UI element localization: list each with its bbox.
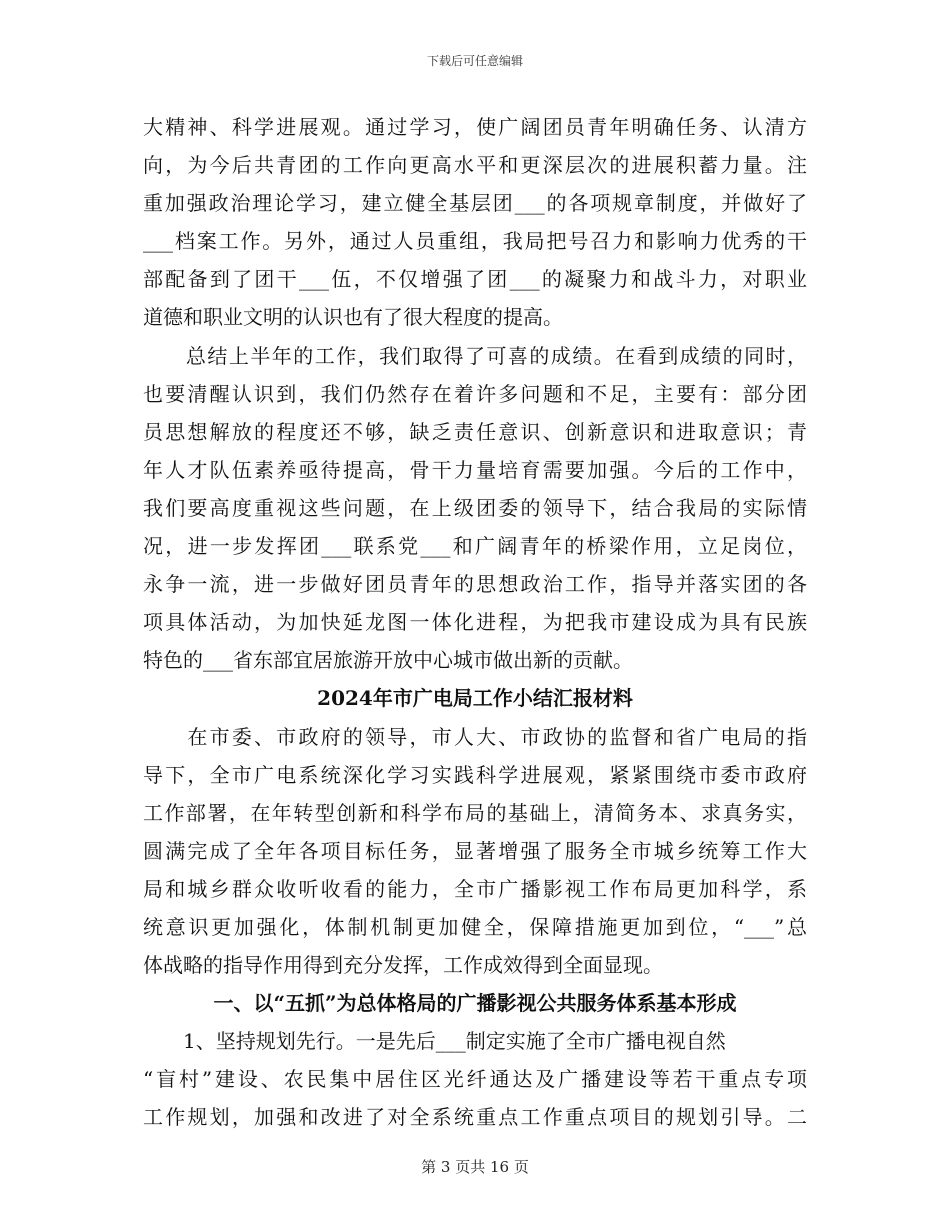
text-line: 部配备到了团干___伍，不仅增强了团___的凝聚力和战斗力，对职业 [143,267,807,292]
text-line: 年人才队伍素养亟待提高，骨干力量培育需要加强。今后的工作中， [143,457,807,482]
text-line: 重加强政治理论学习，建立健全基层团___的各项规章制度，并做好了 [143,191,807,216]
text-line: 永争一流，进一步做好团员青年的思想政治工作，指导并落实团的各 [143,572,807,597]
text-line: 也要清醒认识到，我们仍然存在着许多问题和不足，主要有：部分团 [143,381,807,406]
text-line: ___档案工作。另外，通过人员重组，我局把号召力和影响力优秀的干 [143,229,807,254]
page-number: 第 3 页共 16 页 [421,1158,529,1176]
text-line: 向，为今后共青团的工作向更高水平和更深层次的进展积蓄力量。注 [143,153,807,178]
text-line: 况，进一步发挥团___联系党___和广阔青年的桥梁作用，立足岗位， [143,534,807,559]
text-line: 体战略的指导作用得到充分发挥，工作成效得到全面显现。 [143,953,663,978]
document-body [143,108,807,1137]
text-line: “盲村”建设、农民集中居住区光纤通达及广播建设等若干重点专项 [143,1067,807,1092]
text-line: 1、坚持规划先行。一是先后___制定实施了全市广播电视自然 [143,1029,726,1054]
text-line: 项具体活动，为加快延龙图一体化进程，为把我市建设成为具有民族 [143,610,807,635]
text-line: 我们要高度重视这些问题，在上级团委的领导下，结合我局的实际情 [143,495,807,520]
text-line: 工作部署，在年转型创新和科学布局的基础上，清简务本、求真务实， [143,800,807,825]
section-heading: 2024年市广电局工作小结汇报材料 [317,686,633,711]
text-line: 特色的___省东部宜居旅游开放中心城市做出新的贡献。 [143,648,633,673]
text-line: 大精神、科学进展观。通过学习，使广阔团员青年明确任务、认清方 [143,115,807,139]
text-line: 在市委、市政府的领导，市人大、市政协的监督和省广电局的指 [143,724,807,749]
section-heading: 一、以“五抓”为总体格局的广播影视公共服务体系基本形成 [213,991,737,1016]
text-line: 道德和职业文明的认识也有了很大程度的提高。 [143,305,563,330]
text-line: 圆满完成了全年各项目标任务，显著增强了服务全市城乡统筹工作大 [143,838,807,863]
text-line: 局和城乡群众收听收看的能力，全市广播影视工作布局更加科学，系 [143,876,807,901]
page-header: 下载后可任意编辑 [426,54,523,68]
text-line: 员思想解放的程度还不够，缺乏责任意识、创新意识和进取意识；青 [143,419,807,444]
text-line: 导下，全市广电系统深化学习实践科学进展观，紧紧围绕市委市政府 [143,762,807,787]
text-line: 工作规划，加强和改进了对全系统重点工作重点项目的规划引导。二 [143,1105,807,1130]
text-line: 总结上半年的工作，我们取得了可喜的成绩。在看到成绩的同时， [143,343,807,368]
text-line: 统意识更加强化，体制机制更加健全，保障措施更加到位，“___”总 [143,914,807,939]
